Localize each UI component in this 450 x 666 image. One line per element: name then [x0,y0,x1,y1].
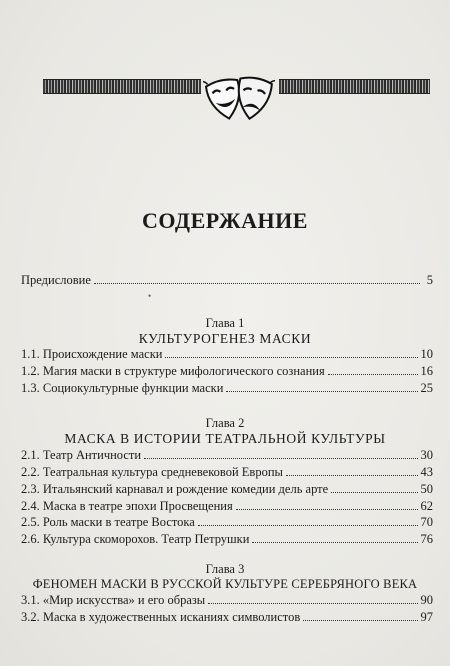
toc-entry-page: 76 [420,532,433,546]
toc-entry-label: 3.1. «Мир искусства» и его образы [21,593,206,607]
chapter-title: МАСКА В ИСТОРИИ ТЕАТРАЛЬНОЙ КУЛЬТУРЫ [64,431,386,446]
toc-leader-dots [94,282,420,284]
chapter-number: Глава 2 [205,416,245,430]
toc-entry-label: Предисловие [21,273,91,287]
toc-entry[interactable] [21,481,433,497]
ornament-band-right [279,79,430,94]
toc-entry[interactable] [21,592,433,608]
toc-entry-page: 25 [420,381,433,395]
toc-leader-dots [144,457,417,459]
toc-leader-dots [303,619,417,621]
toc-entry-page: 5 [426,273,433,287]
ornament-band-left [43,79,201,94]
toc-entry[interactable] [21,363,433,379]
toc-entry-label: 2.2. Театральная культура средневековой Европы [21,465,283,479]
toc-leader-dots [328,373,418,375]
toc-entry-preface[interactable] [21,272,433,288]
toc-leader-dots [331,491,417,493]
toc-entry-label: 1.3. Социокультурные функции маски [21,381,224,395]
toc-leader-dots [198,524,418,526]
toc-leader-dots [208,602,417,604]
toc-entry-label: 3.2. Маска в художественных исканиях символистов [21,610,301,624]
toc-leader-dots [236,508,418,510]
toc-entry[interactable] [21,514,433,530]
toc-leader-dots [286,474,418,476]
toc-entry-label: 2.6. Культура скоморохов. Театр Петрушки [21,532,250,546]
toc-entry-label: 2.4. Маска в театре эпохи Просвещения [21,499,233,513]
toc-entry-page: 30 [420,448,433,462]
theatre-masks-icon [203,73,275,125]
toc-entry-page: 90 [420,593,433,607]
page-speck: • [148,291,152,301]
toc-entry[interactable] [21,447,433,463]
toc-entry-page: 62 [420,499,433,513]
toc-entry-page: 43 [420,465,433,479]
toc-leader-dots [226,390,417,392]
toc-entry-label: 2.3. Итальянский карнавал и рождение комедии дель арте [21,482,329,496]
toc-entry[interactable] [21,531,433,547]
toc-leader-dots [165,356,417,358]
toc-entry[interactable] [21,346,433,362]
toc-entry-label: 1.2. Магия маски в структуре мифологического сознания [21,364,325,378]
toc-entry-label: 2.5. Роль маски в театре Востока [21,515,195,529]
toc-entry-page: 97 [420,610,433,624]
page-title: СОДЕРЖАНИЕ [142,208,308,233]
toc-entry-label: 1.1. Происхождение маски [21,347,163,361]
toc-entry-page: 16 [420,364,433,378]
toc-entry[interactable] [21,464,433,480]
chapter-number: Глава 3 [205,562,245,576]
toc-leader-dots [252,541,417,543]
toc-entry[interactable] [21,380,433,396]
chapter-title: ФЕНОМЕН МАСКИ В РУССКОЙ КУЛЬТУРЕ СЕРЕБРЯНОГО ВЕКА [32,577,418,591]
toc-entry[interactable] [21,498,433,514]
chapter-number: Глава 1 [205,316,245,330]
toc-entry-page: 10 [420,347,433,361]
toc-entry-page: 50 [420,482,433,496]
toc-entry-label: 2.1. Театр Античности [21,448,142,462]
chapter-title: КУЛЬТУРОГЕНЕЗ МАСКИ [138,331,312,346]
toc-entry[interactable] [21,609,433,625]
toc-entry-page: 70 [420,515,433,529]
